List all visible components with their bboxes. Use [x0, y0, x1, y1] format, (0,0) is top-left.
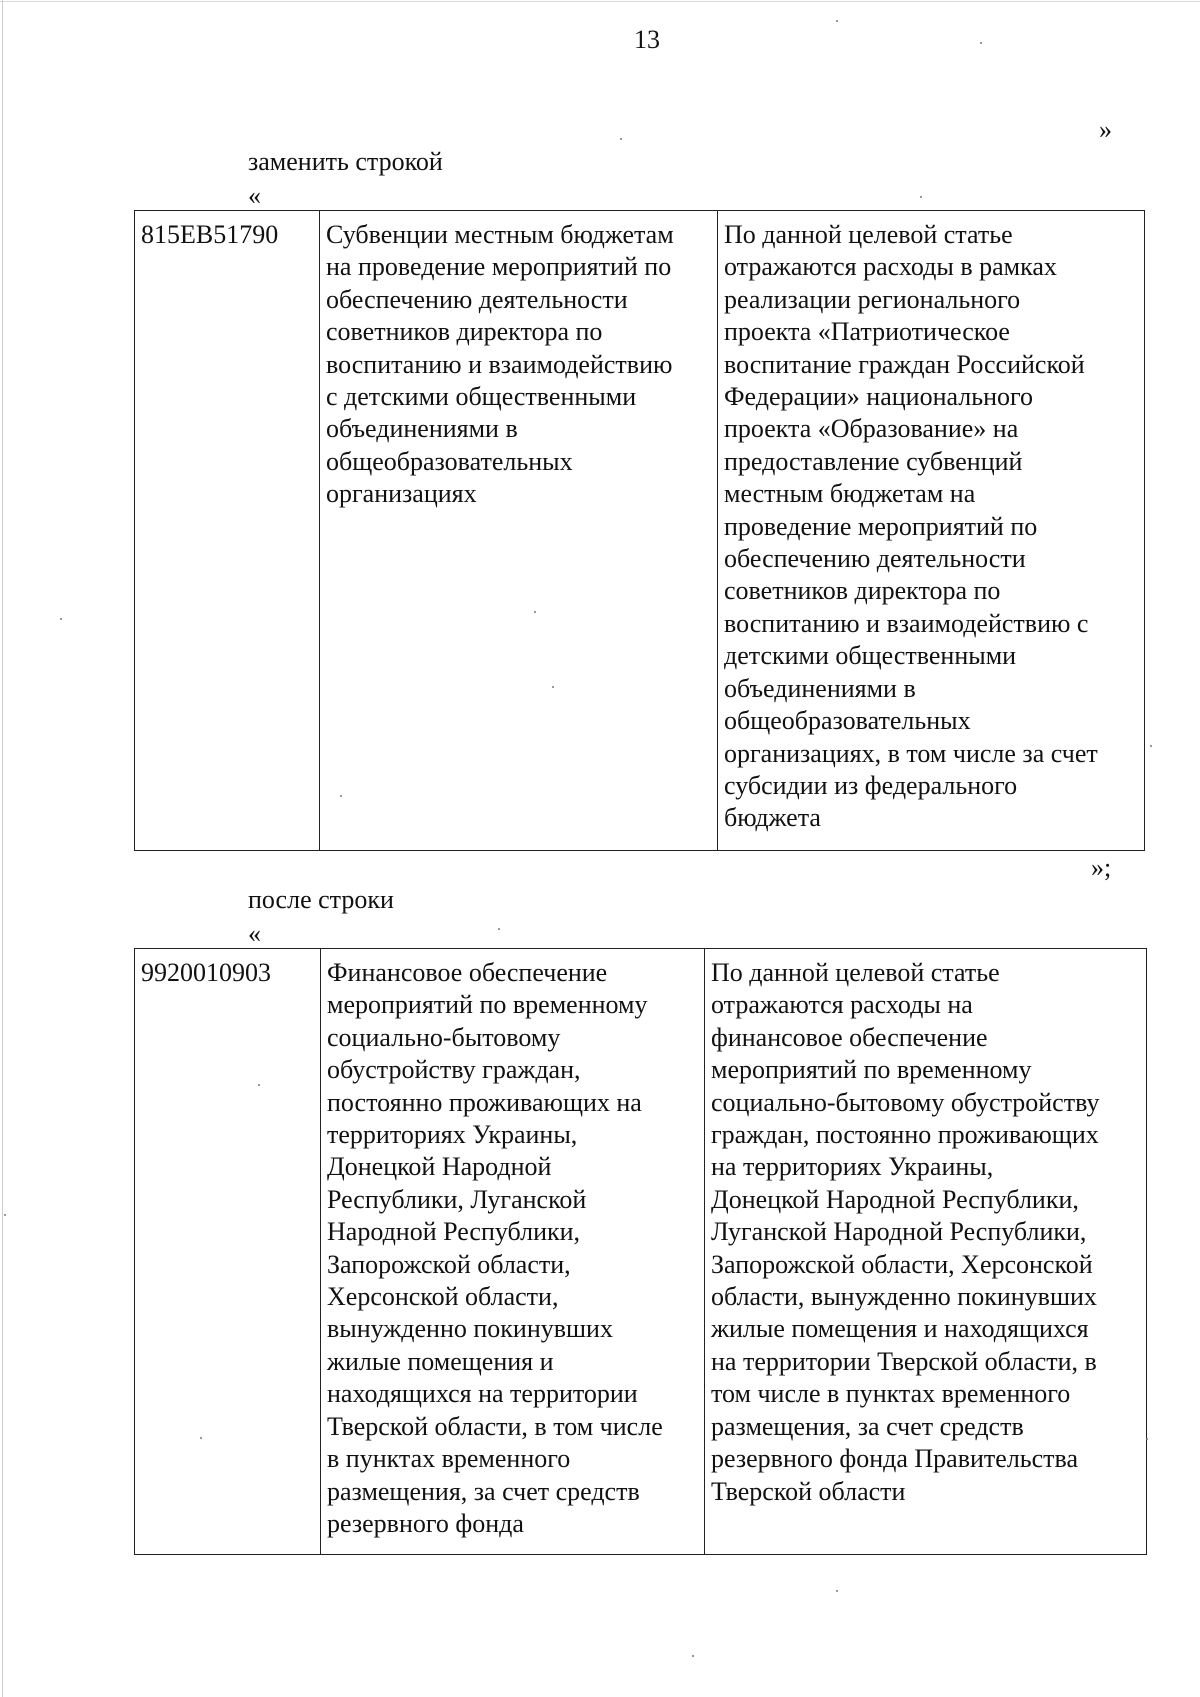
scan-speck: [60, 618, 62, 620]
scan-speck: [692, 1655, 694, 1657]
scan-speck: [258, 1084, 260, 1086]
table-row: [135, 949, 1147, 1555]
opening-quote-2: «: [248, 919, 261, 948]
scan-speck: [534, 611, 536, 613]
scan-speck: [980, 42, 982, 44]
scan-speck: [920, 196, 922, 198]
target-name-cell: Финансовое обеспечение мероприятий по временному социально-бытовому обустройству граждан, постоянно проживающих на территориях Украины, Донецкой Народной Республики, Луганской Народной Республики, Запорожской области, Херсонской области, вынужденно покинувших жилые помещения и находящихся на территории Тверской области, в том числе в пунктах временного размещения, за счет средств резервного фонда: [321, 949, 705, 1555]
page-border-left: [2, 0, 3, 1697]
target-code-cell: 815EB51790: [135, 211, 320, 851]
instruction-replace: заменить строкой: [248, 147, 443, 176]
target-code-cell: 9920010903: [135, 949, 321, 1555]
opening-quote-1: «: [248, 181, 261, 210]
table-row: [135, 211, 1145, 851]
scan-speck: [1146, 1438, 1148, 1440]
scan-speck: [552, 686, 554, 688]
target-description-cell: По данной целевой статье отражаются расходы в рамках реализации регионального проекта «Патриотическое воспитание граждан Российской Федерации» национального проекта «Образование» на предоставление субвенций местным бюджетам на проведение мероприятий по обеспечению деятельности советников директора по воспитанию и взаимодействию с детскими общественными объединениями в общеобразовательных организациях, в том числе за счет субсидии из федерального бюджета: [718, 211, 1145, 851]
target-name-cell: Субвенции местным бюджетам на проведение мероприятий по обеспечению деятельности советников директора по воспитанию и взаимодействию с детскими общественными объединениями в общеобразовательных организациях: [320, 211, 718, 851]
scan-speck: [836, 20, 838, 22]
page-number: 13: [634, 25, 660, 54]
page-border-top: [0, 1, 1200, 2]
budget-table-replacement: [134, 210, 1145, 851]
scan-speck: [200, 1437, 202, 1439]
closing-quote-1: »;: [1091, 853, 1112, 882]
scan-speck: [498, 928, 500, 930]
target-description-cell: По данной целевой статье отражаются расходы на финансовое обеспечение мероприятий по временному социально-бытовому обустройству граждан, постоянно проживающих на территориях Украины, Донецкой Народной Республики, Луганской Народной Республики, Запорожской области, Херсонской области, вынужденно покинувших жилые помещения и находящихся на территории Тверской области, в том числе в пунктах временного размещения, за счет средств резервного фонда Правительства Тверской области: [705, 949, 1147, 1555]
budget-table-after: [134, 948, 1147, 1555]
scan-speck: [620, 138, 622, 140]
scan-speck: [4, 1214, 6, 1216]
closing-quote-top: »: [1099, 115, 1112, 144]
scan-speck: [836, 1590, 838, 1592]
scan-speck: [340, 795, 342, 797]
instruction-after: после строки: [248, 885, 394, 914]
scan-speck: [1150, 745, 1152, 747]
